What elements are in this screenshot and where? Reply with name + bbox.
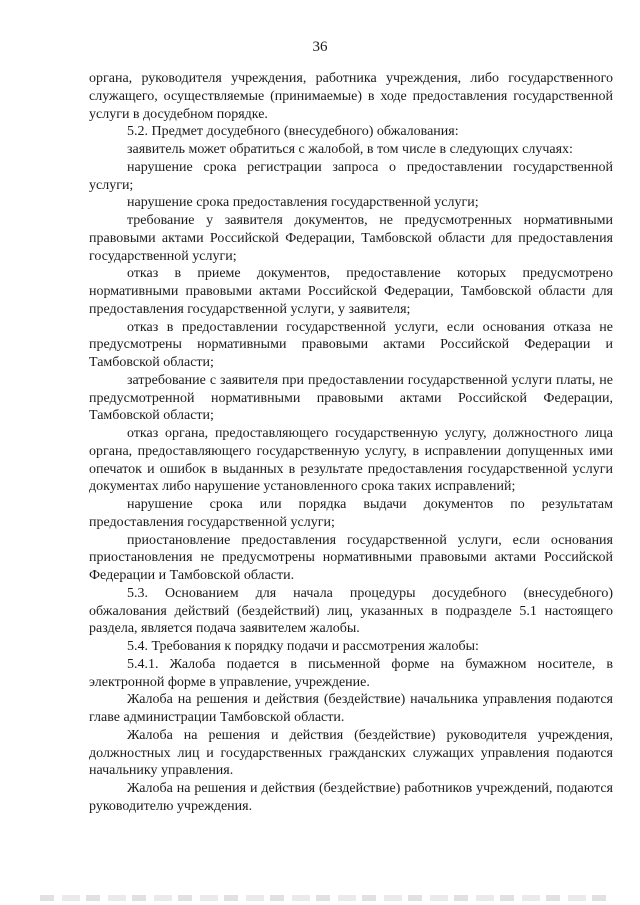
- paragraph: отказ органа, предоставляющего государственную услугу, должностного лица органа, предоставляющего государственную услугу, в исправлении допущенных ими опечаток и ошибок в выданных в результате предоставления государственной услуги документах либо нарушение установленного срока таких исправлений;: [89, 426, 613, 495]
- paragraph: отказ в приеме документов, предоставление которых предусмотрено нормативными правовыми актами Российской Федерации, Тамбовской области для предоставления государственной услуги, у заявителя;: [89, 266, 613, 317]
- paragraph: заявитель может обратиться с жалобой, в том числе в следующих случаях:: [127, 142, 573, 157]
- paragraph: нарушение срока или порядка выдачи документов по результатам предоставления государственной услуги;: [89, 497, 613, 530]
- paragraph: органа, руководителя учреждения, работника учреждения, либо государственного служащего, осуществляемые (принимаемые) в ходе предоставления государственной услуги в досудебном порядке.: [89, 71, 613, 122]
- paragraph: Жалоба на решения и действия (бездействие) начальника управления подаются главе администрации Тамбовской области.: [89, 692, 613, 725]
- paragraph: Жалоба на решения и действия (бездействие) работников учреждений, подаются руководителю учреждения.: [89, 781, 613, 814]
- scan-edge-artifact: [40, 895, 610, 901]
- paragraph: приостановление предоставления государственной услуги, если основания приостановления не предусмотрены нормативными правовыми актами Российской Федерации и Тамбовской области.: [89, 532, 613, 583]
- page-number: 36: [312, 39, 328, 55]
- paragraph: 5.2. Предмет досудебного (внесудебного) обжалования:: [127, 124, 459, 140]
- paragraph: затребование с заявителя при предоставлении государственной услуги платы, не предусмотренной нормативными правовыми актами Российской Федерации, Тамбовской области;: [89, 372, 613, 424]
- paragraph: Жалоба на решения и действия (бездействие) руководителя учреждения, должностных лиц и государственных гражданских служащих управления подаются начальнику управления.: [89, 727, 613, 779]
- paragraph: 5.3. Основанием для начала процедуры досудебного (внесудебного) обжалования действий (бездействий) лиц, указанных в подразделе 5.1 настоящего раздела, является подача заявителем жалобы.: [89, 585, 613, 637]
- paragraph: нарушение срока регистрации запроса о предоставлении государственной услуги;: [89, 159, 613, 193]
- paragraph: требование у заявителя документов, не предусмотренных нормативными правовыми актами Российской Федерации, Тамбовской области для предоставления государственной услуги;: [89, 213, 613, 264]
- paragraph: нарушение срока предоставления государственной услуги;: [127, 195, 479, 211]
- document-body: [89, 70, 613, 816]
- paragraph: 5.4.1. Жалоба подается в письменной форме на бумажном носителе, в электронной форме в управление, учреждение.: [89, 656, 613, 690]
- paragraph: 5.4. Требования к порядку подачи и рассмотрения жалобы:: [127, 639, 479, 654]
- paragraph: отказ в предоставлении государственной услуги, если основания отказа не предусмотрены нормативными правовыми актами Российской Федерации и Тамбовской области;: [89, 319, 613, 370]
